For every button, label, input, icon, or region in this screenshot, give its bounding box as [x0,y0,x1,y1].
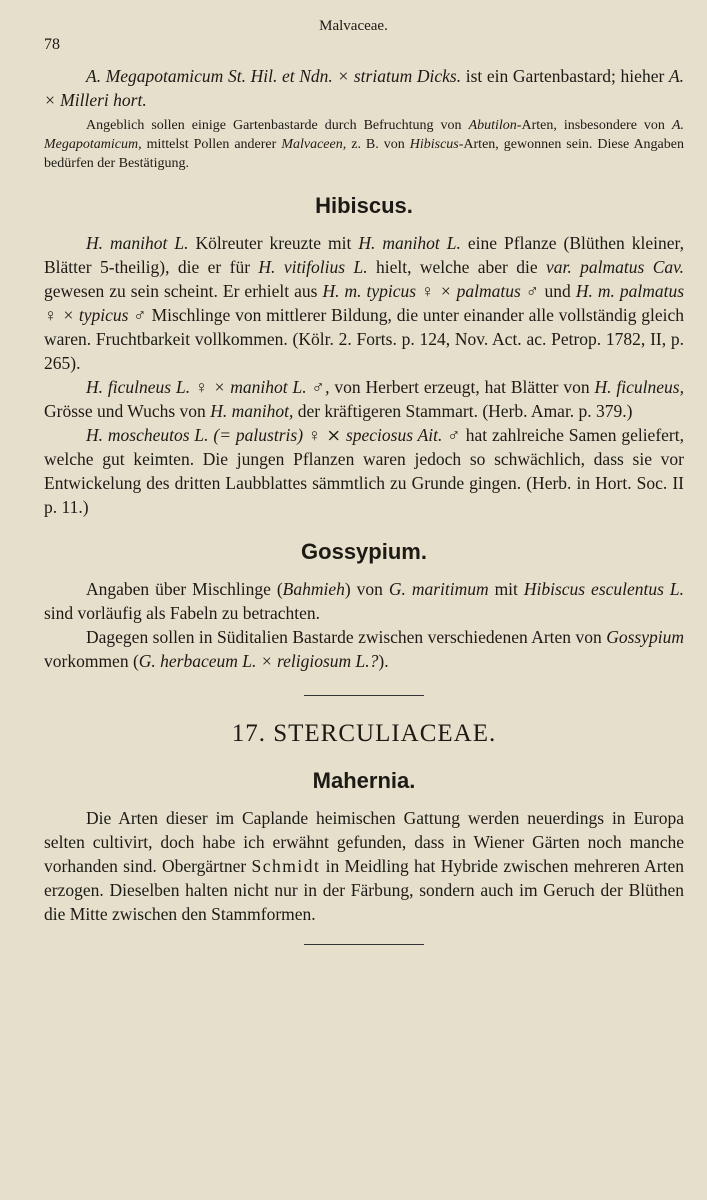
hibiscus-paragraph-3: H. moscheutos L. (= palustris) ♀ ⨯ speciosus Ait. ♂ hat zahlreiche Samen geliefert, welche gut keimten. Die jungen Pflanzen waren jedoch so schwächlich, dass sie vor Entwickelung des dritten Laubblattes sämmtlich zu Grunde gingen. (Herb. in Hort. Soc. II p. 11.) [44,425,684,517]
heading-gossypium: Gossypium. [301,539,427,564]
gossypium-paragraph-1: Angaben über Mischlinge (Bahmieh) von G. maritimum mit Hibiscus esculentus L. sind vorläufig als Fabeln zu betrachten. [44,579,684,623]
hibiscus-paragraph-2: H. ficulneus L. ♀ × manihot L. ♂, von Herbert erzeugt, hat Blätter von H. ficulneus, Grösse und Wuchs von H. manihot, der kräftigeren Stammart. (Herb. Amar. p. 379.) [44,377,684,421]
section-divider [304,695,424,696]
abutilon-note: Angeblich sollen einige Gartenbastarde durch Befruchtung von Abutilon-Arten, insbesondere von A. Megapotamicum, mittelst Pollen anderer Malvaceen, z. B. von Hibiscus-Arten, gewonnen sein. Diese Angaben bedürfen der Bestätigung. [44,118,684,171]
page-body [44,64,684,959]
abutilon-paragraph: A. Megapotamicum St. Hil. et Ndn. × striatum Dicks. ist ein Gartenbastard; hieher A. × Milleri hort. [44,66,685,110]
mahernia-paragraph: Die Arten dieser im Caplande heimischen Gattung werden neuerdings in Europa selten cultivirt, doch habe ich erwähnt gefunden, dass in Wiener Gärten noch manche vorhanden sind. Obergärtner Schmidt in Meidling hat Hybride zwischen mehreren Arten erzogen. Dieselben halten nicht nur in der Färbung, sondern auch im Geruch der Blüthen die Mitte zwischen den Stammformen. [44,808,684,924]
heading-hibiscus: Hibiscus. [315,193,413,218]
end-divider [304,944,424,945]
heading-mahernia: Mahernia. [312,768,416,793]
running-head: Malvaceae. [319,18,388,34]
page-number: 78 [44,36,60,53]
gossypium-paragraph-2: Dagegen sollen in Süditalien Bastarde zwischen verschiedenen Arten von Gossypium vorkommen (G. herbaceum L. × religiosum L.?). [44,627,684,671]
hibiscus-paragraph-1: H. manihot L. Kölreuter kreuzte mit H. manihot L. eine Pflanze (Blüthen kleiner, Blätter 5-theilig), die er für H. vitifolius L. hielt, welche aber die var. palmatus Cav. gewesen zu sein scheint. Er erhielt aus H. m. typicus ♀ × palmatus ♂ und H. m. palmatus ♀ × typicus ♂ Mischlinge von mittlerer Bildung, die unter einander alle vollständig gleich waren. Fruchtbarkeit vollkommen. (Kölr. 2. Forts. p. 124, Nov. Act. ac. Petrop. 1782, II, p. 265). [44,233,685,373]
heading-sterculiaceae: 17. STERCULIACEAE. [231,720,497,747]
